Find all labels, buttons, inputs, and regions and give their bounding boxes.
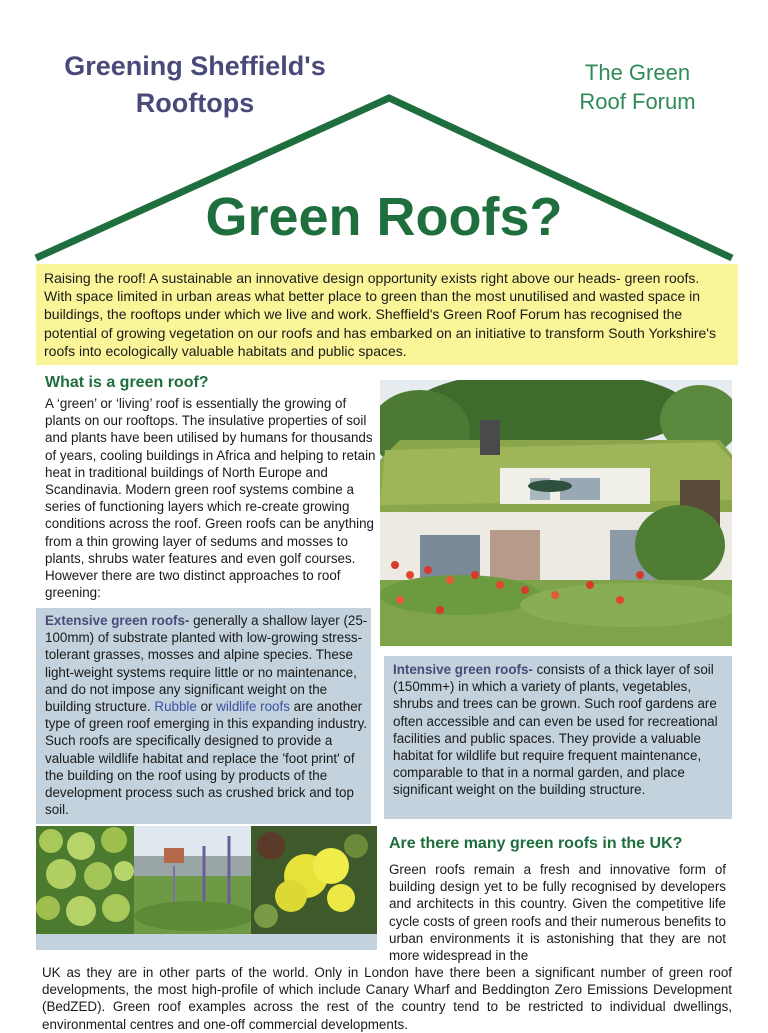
uk-body-narrow: Green roofs remain a fresh and innovative form of building design yet to be fully recognised by developers and architects in this country. Given the competitive life cycle costs of green roofs and their numerous benefits to urban environments it is astonishing that they are not more widespread in the [389, 862, 726, 964]
intensive-text: consists of a thick layer of soil (150mm+) in which a variety of plants, vegetables, shrubs and trees can be grown. Such roof gardens are often accessible and can even be used for recreational facilities and public spaces. They provide a valuable habitat for wildlife but require frequent maintenance, comparable to that in a normal garden, and place significant weight on the building structure. [393, 662, 718, 798]
wildflower-roof-photo [134, 826, 251, 934]
brand-title: Greening Sheffield's Rooftops [64, 51, 326, 118]
extensive-text-b: are another type of green roof emerging in this expanding industry. Such roofs are specifically designed to provide a valuable wildlife habitat and replace the 'foot print' of the building on the roof using by products of the development process such as crushed brick and top soil. [45, 699, 368, 818]
extensive-text-or: or [196, 699, 217, 715]
moss-plants-photo [36, 826, 134, 934]
house-green-roof-photo [380, 380, 732, 646]
sedum-flowers-photo [251, 826, 377, 934]
intensive-label: Intensive green roofs- [393, 662, 533, 677]
extensive-label: Extensive green roofs- [45, 613, 190, 628]
what-is-heading: What is a green roof? [45, 374, 209, 391]
forum-name: The Green Roof Forum [579, 60, 696, 114]
main-title: Green Roofs? [205, 187, 563, 247]
rubble-link[interactable]: Rubble [154, 699, 197, 715]
uk-body-wide: UK as they are in other parts of the world. Only in London have there been a significant number of green roof developments, the most high-profile of which include Canary Wharf and Beddington Zero Emissions Development (BedZED). Green roof examples across the rest of the country tend to be restricted to individual dwellings, environmental centres and one-off commercial developments. [42, 965, 732, 1032]
intro-paragraph: Raising the roof! A sustainable an innovative design opportunity exists right above our heads- green roofs. With space limited in urban areas what better place to green than the most unutilised and wasted space in buildings, the rooftops under which we live and work. Sheffield's Green Roof Forum has recognised the potential of growing vegetation on our roofs and has embarked on an initiative to transform South Yorkshire's roofs into ecologically valuable habitats and public spaces. [36, 264, 738, 365]
extensive-green-roofs-box [36, 608, 371, 824]
uk-heading: Are there many green roofs in the UK? [389, 835, 683, 852]
what-is-body: A ‘green’ or ‘living’ roof is essentially the growing of plants on our rooftops. The insulative properties of soil and plants have been utilised by humans for thousands of years, cooling buildings in Africa and helping to retain heat in traditional buildings of North Europe and Scandinavia. Modern green roof systems combine a series of functioning layers which re-create growing conditions across the roof. Green roofs can be anything from a thin growing layer of sedums and mosses to plants, shrubs water features and even golf courses. However there are two distinct approaches to roof greening: [45, 396, 376, 601]
extensive-text-a: generally a shallow layer (25-100mm) of substrate planted with low-growing stress-tolerant grasses, mosses and alpine species. These light-weight systems require little or no maintenance, and do not impose any significant weight on the building structure. [45, 613, 368, 715]
wildlife-roofs-link[interactable]: wildlife roofs [216, 699, 290, 715]
intensive-green-roofs-box [384, 656, 732, 819]
